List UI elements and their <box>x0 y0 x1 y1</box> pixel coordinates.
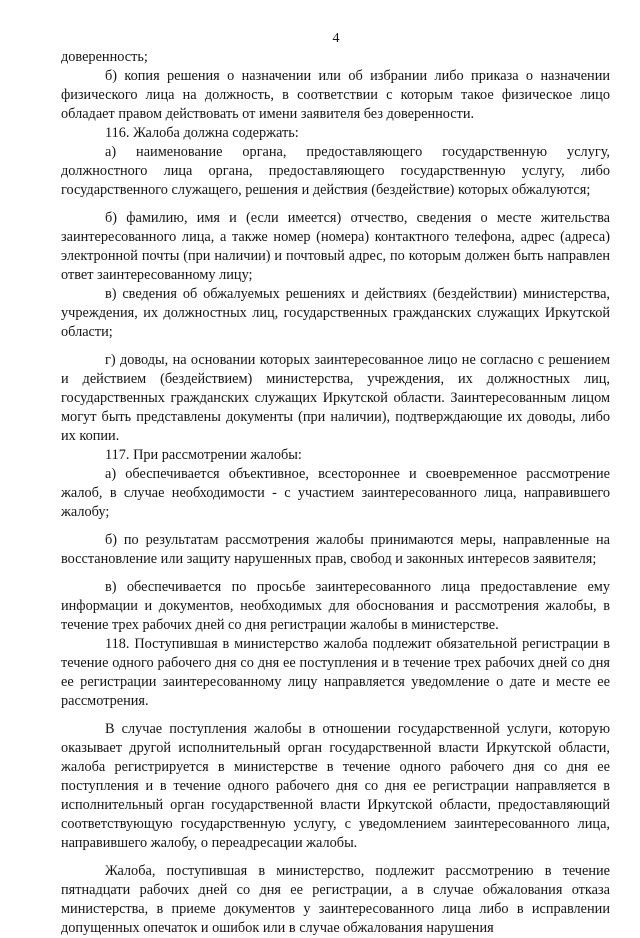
document-body <box>61 48 610 938</box>
paragraph: б) копия решения о назначении или об избрании либо приказа о назначении физического лица на должность, в соответствии с которым такое физическое лицо обладает правом действовать от имени заявителя без доверенности. <box>61 68 610 122</box>
paragraph: б) фамилию, имя и (если имеется) отчество, сведения о месте жительства заинтересованного лица, а также номер (номера) контактного телефона, адрес (адреса) электронной почты (при наличии) и почтовый адрес, по которым должен быть направлен ответ заинтересованному лицу; <box>61 210 610 283</box>
paragraph: в) сведения об обжалуемых решениях и действиях (бездействии) министерства, учреждения, их должностных лиц, государственных гражданских служащих Иркутской области; <box>61 286 610 340</box>
page-number: 4 <box>332 31 340 46</box>
paragraph: 117. При рассмотрении жалобы: <box>105 447 302 463</box>
paragraph: а) наименование органа, предоставляющего государственную услугу, должностного лица органа, предоставляющего государственную услугу, либо государственного служащего, решения и действия (бездействие) которых обжалуются; <box>61 144 610 198</box>
paragraph: Жалоба, поступившая в министерство, подлежит рассмотрению в течение пятнадцати рабочих дней со дня ее регистрации, а в случае обжалования отказа министерства, в приеме документов у заинтересованного лица либо в исправлении допущенных опечаток и ошибок или в случае обжалования нарушения <box>61 863 610 936</box>
paragraph: 116. Жалоба должна содержать: <box>105 125 299 141</box>
paragraph: в) обеспечивается по просьбе заинтересованного лица предоставление ему информации и документов, необходимых для обоснования и рассмотрения жалобы, в течение трех рабочих дней со дня регистрации жалобы в министерстве. <box>61 579 610 633</box>
paragraph: а) обеспечивается объективное, всестороннее и своевременное рассмотрение жалоб, в случае необходимости - с участием заинтересованного лица, направившего жалобу; <box>61 466 610 520</box>
paragraph: В случае поступления жалобы в отношении государственной услуги, которую оказывает другой исполнительный орган государственной власти Иркутской области, жалоба регистрируется в министерстве в течение одного рабочего дня со дня ее поступления и в течение одного рабочего дня со дня ее регистрации направляется в исполнительный орган государственной власти Иркутской области, предоставляющий соответствующую государственную услугу, с уведомлением заинтересованного лица, направившего жалобу, о переадресации жалобы. <box>61 721 610 851</box>
paragraph: 118. Поступившая в министерство жалоба подлежит обязательной регистрации в течение одного рабочего дня со дня ее поступления и в течение трех рабочих дней со дня ее регистрации заинтересованному лицу направляется уведомление о дате и месте ее рассмотрения. <box>61 636 610 709</box>
paragraph: г) доводы, на основании которых заинтересованное лицо не согласно с решением и действием (бездействием) министерства, учреждения, их должностных лиц, государственных гражданских служащих Иркутской области. Заинтересованным лицом могут быть представлены документы (при наличии), подтверждающие их доводы, либо их копии. <box>61 352 610 444</box>
paragraph: б) по результатам рассмотрения жалобы принимаются меры, направленные на восстановление или защиту нарушенных прав, свобод и законных интересов заявителя; <box>61 532 610 567</box>
paragraph: доверенность; <box>61 49 148 65</box>
